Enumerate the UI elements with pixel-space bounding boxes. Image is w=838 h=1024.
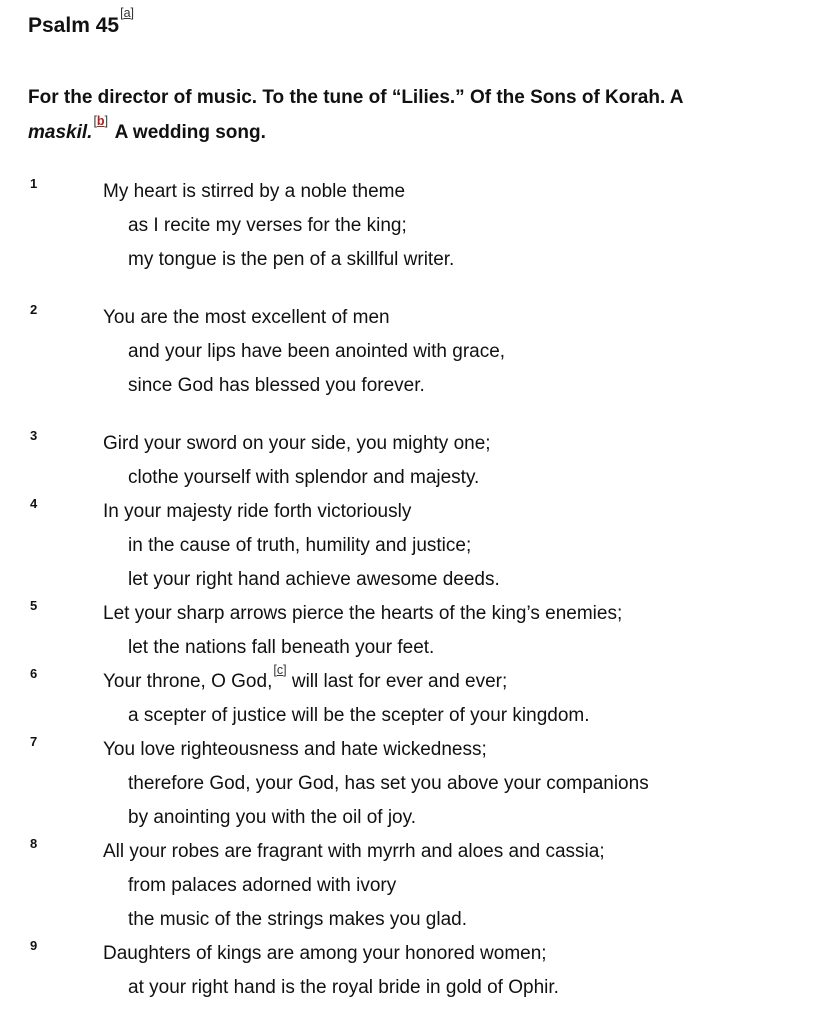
verse-line — [28, 461, 810, 495]
verse-text: from palaces adorned with ivory — [128, 875, 397, 896]
verse — [28, 937, 810, 1005]
verse-line — [28, 427, 810, 461]
footnote-link-b[interactable] — [93, 114, 108, 128]
verse-text: clothe yourself with splendor and majesty. — [128, 467, 480, 488]
footnote-bracket: [ — [120, 6, 124, 20]
stanza — [28, 175, 810, 277]
verse-text: let your right hand achieve awesome deeds. — [128, 569, 500, 590]
verse-number: 2 — [30, 302, 38, 317]
verse-text: a scepter of justice will be the scepter of your kingdom. — [128, 705, 590, 726]
footnote-link-c[interactable] — [273, 663, 286, 677]
passage-title — [28, 6, 810, 39]
verse-number: 7 — [30, 734, 38, 749]
verse-text: Daughters of kings are among your honored women; — [103, 943, 547, 964]
footnote-bracket: ] — [130, 6, 134, 20]
verse-text: as I recite my verses for the king; — [128, 215, 407, 236]
verse-line — [28, 495, 810, 529]
verse-line — [28, 733, 810, 767]
verse-line — [28, 597, 810, 631]
verse-number: 8 — [30, 836, 38, 851]
verse — [28, 662, 810, 733]
verse-line — [28, 937, 810, 971]
verse-number: 5 — [30, 598, 38, 613]
verse-text: My heart is stirred by a noble theme — [103, 181, 406, 202]
verse-text: in the cause of truth, humility and justice; — [128, 535, 472, 556]
verse-text: and your lips have been anointed with grace, — [128, 341, 506, 362]
verse-line — [28, 767, 810, 801]
footnote-bracket: [ — [93, 113, 97, 128]
description-italic-word: maskil. — [28, 122, 93, 143]
verse-line — [28, 209, 810, 243]
verse-line — [28, 801, 810, 835]
verse-text: Gird your sword on your side, you mighty one; — [103, 433, 491, 454]
verse-line — [28, 869, 810, 903]
verse-number: 9 — [30, 938, 38, 953]
stanza — [28, 301, 810, 403]
verse-number: 4 — [30, 496, 38, 511]
footnote-bracket: ] — [104, 113, 109, 128]
verse-text: at your right hand is the royal bride in gold of Ophir. — [128, 977, 559, 998]
verse-line — [28, 835, 810, 869]
footnote-letter-b[interactable]: b — [96, 113, 105, 128]
verse — [28, 301, 810, 403]
description-text-part1: For the director of music. To the tune of “Lilies.” Of the Sons of Korah. A — [28, 87, 684, 108]
verse-line — [28, 243, 810, 277]
verse-text: Your throne, O God, — [103, 671, 273, 692]
verse-text: You love righteousness and hate wickedness; — [103, 739, 487, 760]
footnote-letter-a[interactable]: a — [123, 6, 131, 20]
verse-text: let the nations fall beneath your feet. — [128, 637, 435, 658]
verse-number: 3 — [30, 428, 38, 443]
verse-line — [28, 903, 810, 937]
verse-text: You are the most excellent of men — [103, 307, 390, 328]
description-text-part2: A wedding song. — [110, 122, 266, 143]
verse-line — [28, 631, 810, 665]
verse-text: the music of the strings makes you glad. — [128, 909, 467, 930]
verse — [28, 427, 810, 495]
poem — [28, 175, 810, 1005]
verse-line — [28, 563, 810, 597]
verse-text: by anointing you with the oil of joy. — [128, 807, 416, 828]
verse — [28, 175, 810, 277]
footnote-letter-c[interactable]: c — [276, 662, 284, 677]
verse — [28, 597, 810, 665]
verse-line — [28, 335, 810, 369]
verse-line — [28, 699, 810, 733]
footnote-link-a[interactable] — [120, 6, 134, 20]
verse-line — [28, 175, 810, 209]
verse-text: my tongue is the pen of a skillful writer. — [128, 249, 455, 270]
verse — [28, 733, 810, 835]
verse-line — [28, 529, 810, 563]
verse-line — [28, 369, 810, 403]
verse — [28, 835, 810, 937]
verse-text: In your majesty ride forth victoriously — [103, 501, 412, 522]
verse-number: 6 — [30, 666, 38, 681]
verse — [28, 495, 810, 597]
passage-title-text: Psalm 45 — [28, 14, 120, 37]
verse-text: All your robes are fragrant with myrrh and aloes and cassia; — [103, 841, 605, 862]
footnote-bracket: ] — [283, 662, 287, 677]
passage-description — [28, 80, 810, 150]
footnote-bracket: [ — [273, 662, 277, 677]
verse-text: will last for ever and ever; — [286, 671, 508, 692]
verse-line — [28, 301, 810, 335]
verse-text: therefore God, your God, has set you above your companions — [128, 773, 649, 794]
verse-text: Let your sharp arrows pierce the hearts of the king’s enemies; — [103, 603, 623, 624]
verse-number: 1 — [30, 176, 38, 191]
verse-line — [28, 971, 810, 1005]
verse-line — [28, 662, 810, 699]
stanza — [28, 427, 810, 1005]
verse-text: since God has blessed you forever. — [128, 375, 425, 396]
